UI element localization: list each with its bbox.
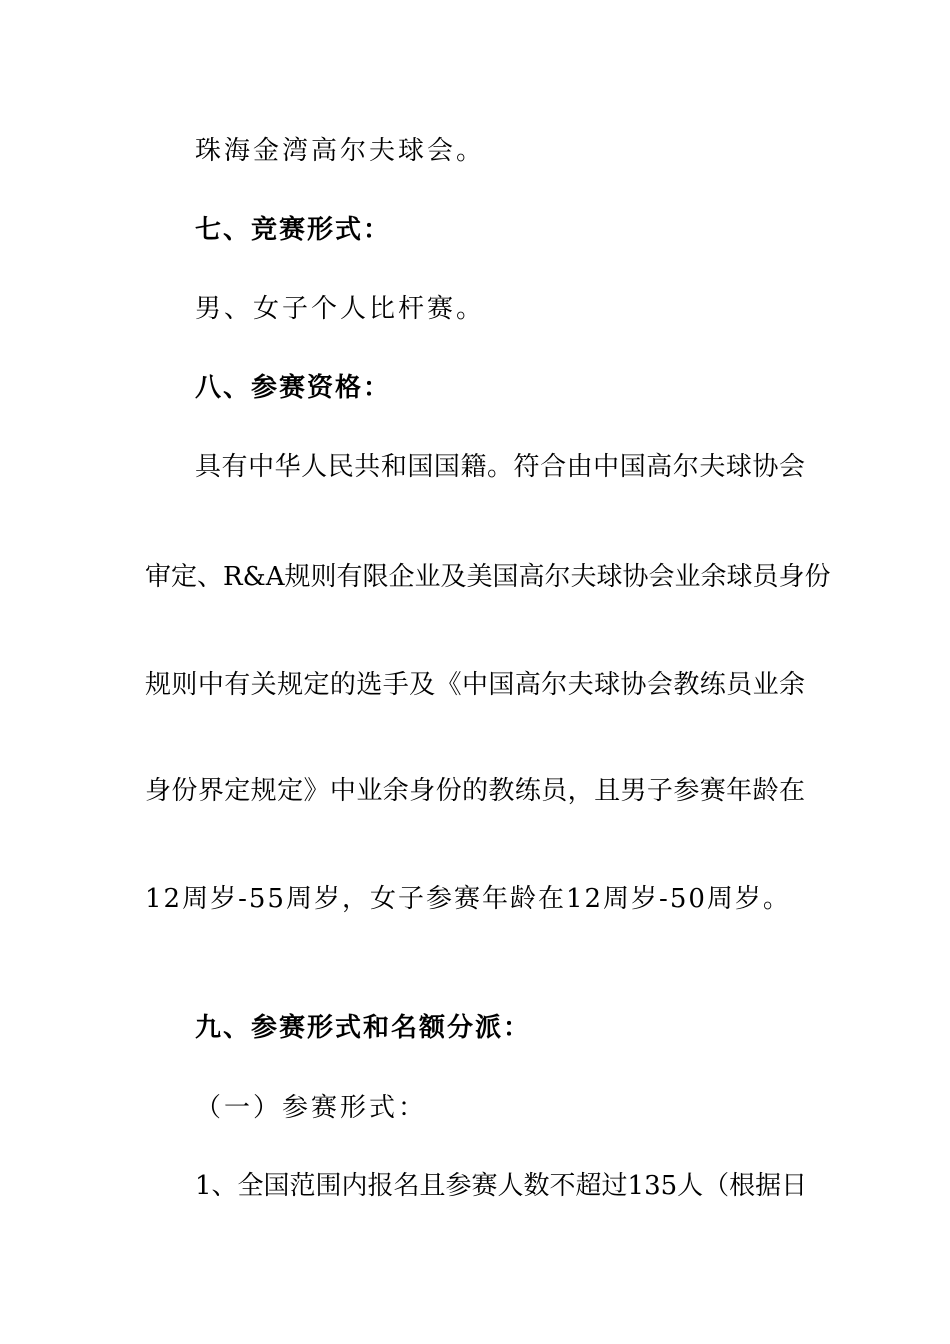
section-9-item-1: 1、全国范围内报名且参赛人数不超过135人（根据日 (195, 1171, 808, 1201)
section-8-line-3: 规则中有关规定的选手及《中国高尔夫球协会教练员业余 (145, 670, 805, 700)
section-9-subheading: （一）参赛形式： (195, 1093, 428, 1123)
section-8-heading: 八、参赛资格： (195, 373, 392, 403)
section-9-heading: 九、参赛形式和名额分派： (195, 1013, 532, 1043)
section-8-line-5: 12周岁-55周岁，女子参赛年龄在12周岁-50周岁。 (145, 884, 791, 914)
venue-line: 珠海金湾高尔夫球会。 (195, 136, 486, 166)
section-8-line-2: 审定、R&A规则有限企业及美国高尔夫球协会业余球员身份 (145, 562, 831, 592)
section-8-line-1: 具有中华人民共和国国籍。符合由中国高尔夫球协会 (195, 452, 805, 482)
section-7-heading: 七、竞赛形式： (195, 215, 392, 245)
section-8-line-4: 身份界定规定》中业余身份的教练员，且男子参赛年龄在 (145, 776, 805, 806)
section-7-body: 男、女子个人比杆赛。 (195, 294, 486, 324)
